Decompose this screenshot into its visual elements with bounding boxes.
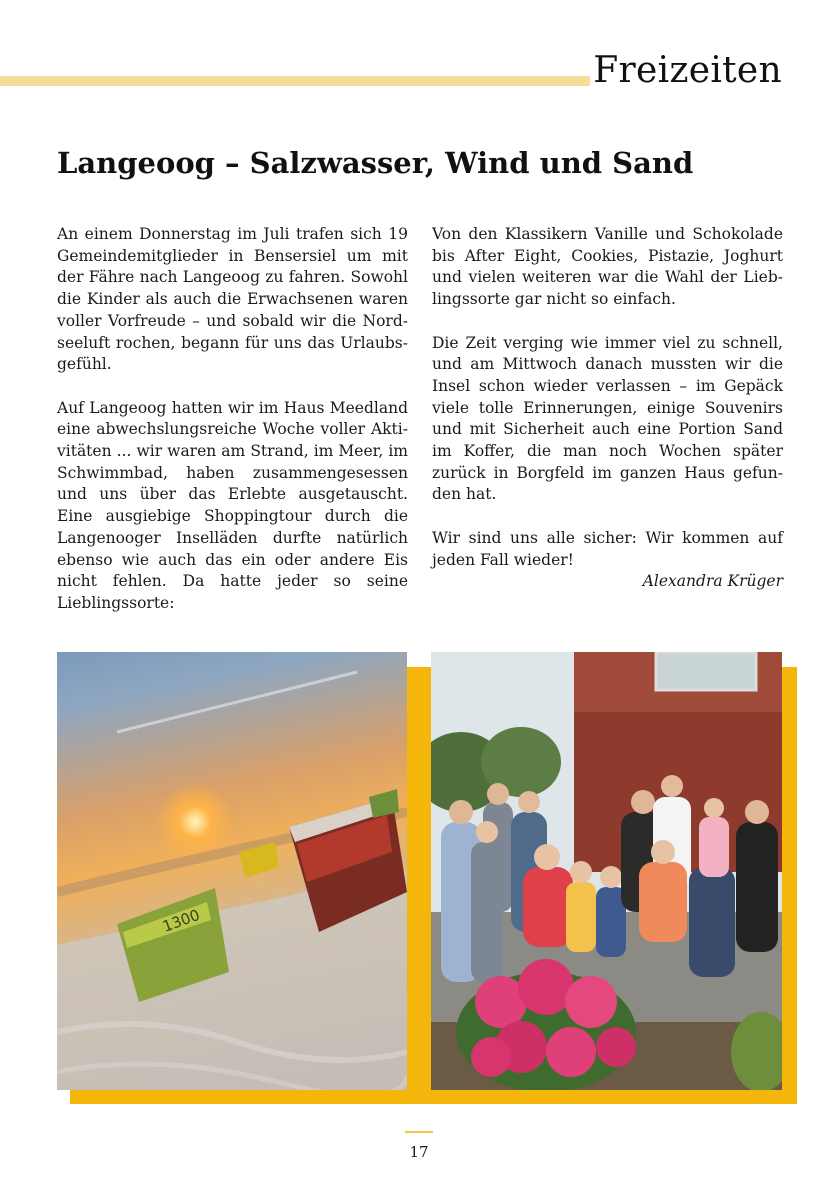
- page-number: 17: [409, 1143, 429, 1161]
- window: [656, 652, 756, 690]
- paragraph: Auf Langeoog hatten wir im Haus Meedland eine abwechslungsreiche Woche voller Aktivitäten ... wir waren am Strand, im Meer, im Schwimmbad, haben zusammengesessen und uns über das Erlebte ausgetauscht. Eine ausgiebige Shoppingtour durch die Langenooger Inselläden durfte natürlich ebenso wie auch das ein oder andere Eis nicht fehlen. Da hatte jeder so seine Lieblingssorte:: [57, 398, 408, 612]
- paragraph: Die Zeit verging wie immer viel zu schnell, und am Mittwoch danach mussten wir die Insel schon wieder verlassen – im Gepäck viele tolle Erinnerungen, einige Souvenirs und mit Sicherheit auch eine Portion Sand im Koffer, die man noch Wochen später zurück in Borgfeld im ganzen Haus gefunden hat.: [432, 333, 783, 504]
- group-photo: [431, 652, 782, 1090]
- article-title: Langeoog – Salzwasser, Wind und Sand: [57, 146, 694, 180]
- article-column-right: [432, 224, 783, 615]
- paragraph: Wir sind uns alle sicher: Wir kommen auf jeden Fall wieder!: [432, 528, 783, 569]
- section-title: Freizeiten: [593, 50, 782, 91]
- paragraph: An einem Donnerstag im Juli trafen sich 19 Gemeindemitglieder in Bensersiel um mit der Fähre nach Langeoog zu fahren. Sowohl die Kinder als auch die Erwachsenen waren voller Vorfreude – und sobald wir die Nordseeluft rochen, begann für uns das Urlaubsgefühl.: [57, 225, 408, 374]
- author-signature: Alexandra Krüger: [642, 572, 783, 591]
- article-column-left: [57, 224, 408, 636]
- paragraph: Von den Klassikern Vanille und Schokolade bis After Eight, Cookies, Pistazie, Joghurt und vielen weiteren war die Wahl der Lieblingssorte gar nicht so einfach.: [432, 225, 783, 309]
- header-accent-bar: [0, 76, 590, 86]
- page-number-rule: [405, 1131, 433, 1133]
- beach-sunset-photo: [57, 652, 407, 1090]
- beach-chair-number: 1300: [160, 905, 203, 936]
